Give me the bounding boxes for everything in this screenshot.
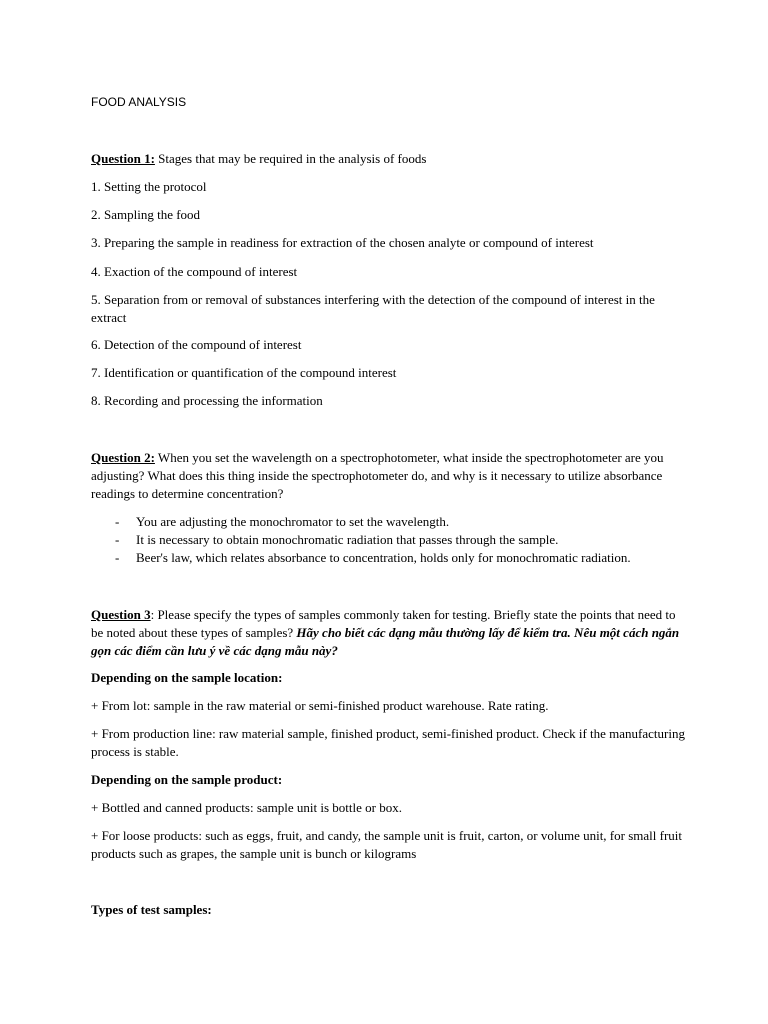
q2-answer-1: You are adjusting the monochromator to set the wavelength.: [136, 514, 450, 529]
q1-step-6: 6. Detection of the compound of interest: [91, 337, 302, 352]
q1-step-2: 2. Sampling the food: [91, 207, 201, 222]
q2-answer-2: It is necessary to obtain monochromatic radiation that passes through the sample.: [136, 532, 559, 547]
section-heading-location: Depending on the sample location:: [91, 670, 283, 685]
question-2-answers: [115, 513, 631, 567]
question-3-prompt: [91, 606, 691, 660]
q1-step-8: 8. Recording and processing the information: [91, 393, 323, 408]
location-item-2: + From production line: raw material sample, finished product, semi-finished product. Check if the manufacturing process is stable.: [91, 726, 685, 759]
question-3-label: Question 3: [91, 607, 151, 622]
q1-step-1: 1. Setting the protocol: [91, 179, 207, 194]
question-3-vietnamese-text: Hãy cho biết các dạng mẫu thường lấy để kiểm tra. Nêu một cách ngắn gọn các điểm cần lưu ý về các dạng mẫu này?: [91, 625, 680, 658]
list-item: [115, 513, 631, 531]
question-2-text: When you set the wavelength on a spectrophotometer, what inside the spectrophotometer are you adjusting? What does this thing inside the spectrophotometer do, and why is it necessary to utilize absorbance readings to determine concentration?: [91, 450, 664, 501]
q1-step-5: 5. Separation from or removal of substances interfering with the detection of the compound of interest in the extract: [91, 292, 655, 325]
question-1-text: Stages that may be required in the analysis of foods: [154, 151, 427, 166]
section-heading-types: Types of test samples:: [91, 902, 212, 917]
q2-answer-3: Beer's law, which relates absorbance to concentration, holds only for monochromatic radiation.: [136, 550, 631, 565]
q1-step-4: 4. Exaction of the compound of interest: [91, 264, 298, 279]
product-item-2: + For loose products: such as eggs, fruit, and candy, the sample unit is fruit, carton, or volume unit, for small fruit products such as grapes, the sample unit is bunch or kilograms: [91, 828, 683, 861]
q1-step-7: 7. Identification or quantification of the compound interest: [91, 365, 397, 380]
product-item-1: + Bottled and canned products: sample unit is bottle or box.: [91, 800, 402, 815]
location-item-1: + From lot: sample in the raw material or semi-finished product warehouse. Rate rating.: [91, 698, 549, 713]
bullet-dash: -: [115, 550, 120, 565]
question-1-prompt: [91, 150, 691, 168]
section-heading-product: Depending on the sample product:: [91, 772, 283, 787]
bullet-dash: -: [115, 532, 120, 547]
q1-step-3: 3. Preparing the sample in readiness for extraction of the chosen analyte or compound of interest: [91, 235, 594, 250]
bullet-dash: -: [115, 514, 120, 529]
list-item: [115, 549, 631, 567]
document-title: FOOD ANALYSIS: [91, 95, 187, 109]
question-3-text: : Please specify the types of samples commonly taken for testing. Briefly state the points that need to be noted about these types of samples?: [91, 607, 676, 640]
question-2-prompt: [91, 449, 691, 503]
list-item: [115, 531, 631, 549]
question-1-label: Question 1:: [91, 151, 155, 166]
question-2-label: Question 2:: [91, 450, 155, 465]
